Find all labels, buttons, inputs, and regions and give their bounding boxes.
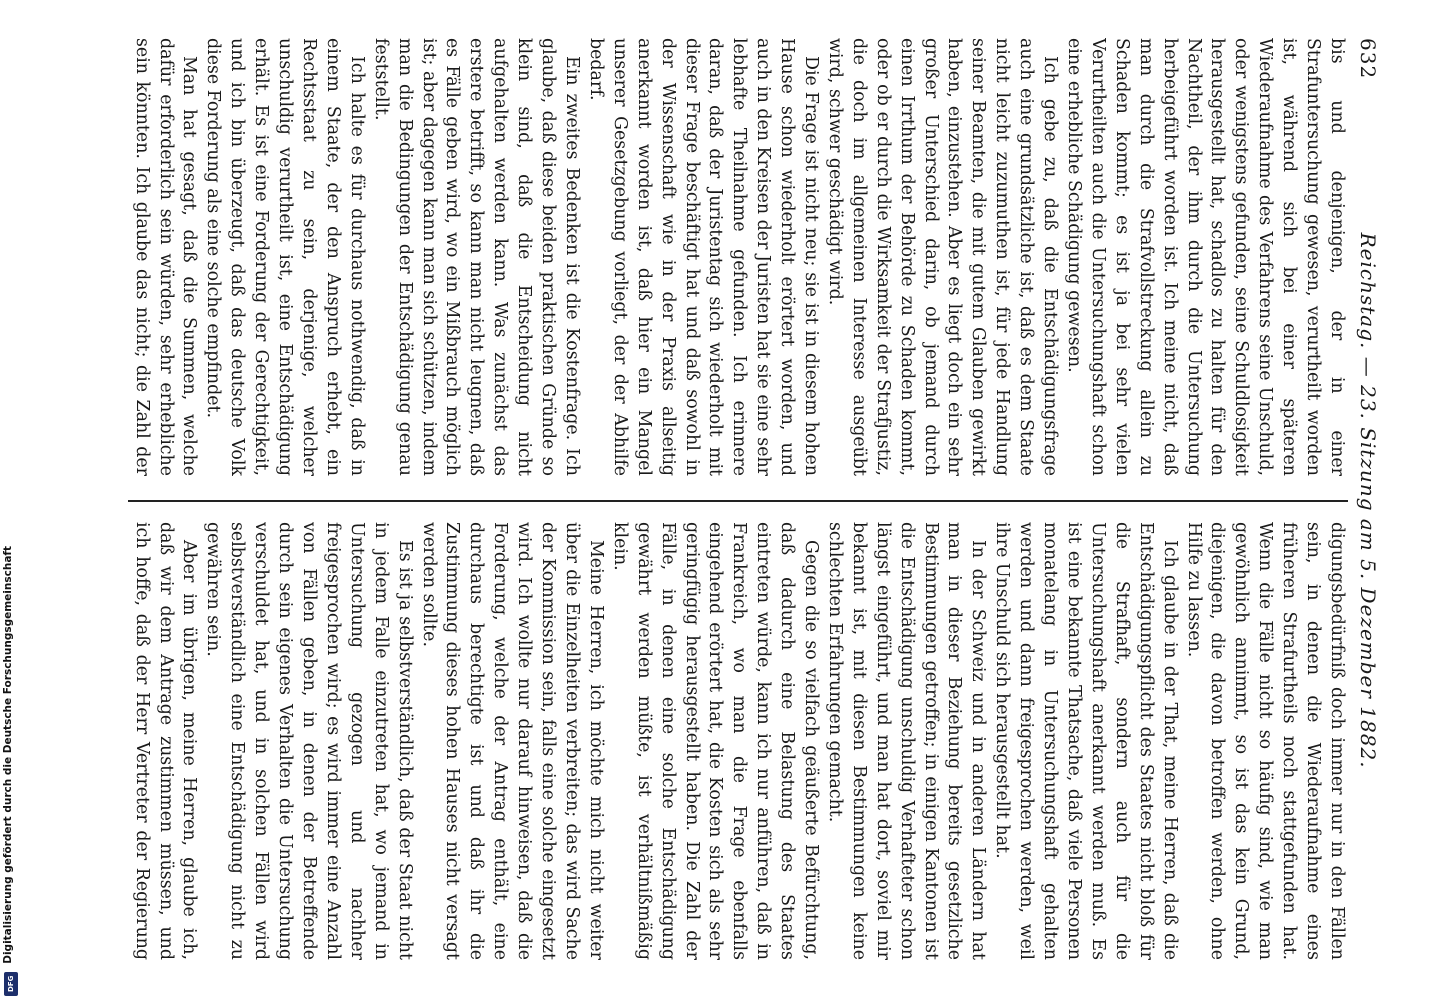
- paragraph: Ein zweites Bedenken ist die Kostenfrage. Ich glaube, daß diese beiden praktischen Gründe so klein sind, daß die Entscheidung nicht aufgehalten werden kann. Was zunächst das erstere betrifft, so kann man nicht leugnen, daß es Fälle geben wird, wo ein Mißbrauch möglich ist; aber dagegen kann man sich schützen, indem man die Bedingungen der Entschädigung genau feststellt.: [370, 38, 582, 476]
- paragraph: bis und denjenigen, der in einer Strafuntersuchung gewesen, verurtheilt worden ist, während sich bei einer späteren Wiederaufnahme des Verfahrens seine Unschuld, oder wenigstens gefunden, seine Schuldlosigkeit herausgestellt hat, schadlos zu halten für den Nachtheil, der ihm durch die Untersuchung herbeigeführt worden ist. Ich meine nicht, daß man durch die Strafvollstreckung allein zu Schaden kommt; es ist ja bei sehr vielen Verurtheilten auch die Untersuchungshaft schon eine erhebliche Schädigung gewesen.: [1064, 38, 1347, 476]
- funding-note: Digitalisierung gefördert durch die Deutsche Forschungsgemeinschaft: [2, 546, 14, 964]
- paragraph: Die Frage ist nicht neu; sie ist in diesem hohen Hause schon wiederholt erörtert worden, und auch in den Kreisen der Juristen hat sie eine sehr lebhafte Theilnahme gefunden. Ich erinnere daran, daß der Juristentag sich wiederholt mit dieser Frage beschäftigt hat und daß sowohl in der Wissenschaft wie in der Praxis allseitig anerkannt worden ist, daß hier ein Mangel unserer Gesetzgebung vorliegt, der der Abhilfe bedarf.: [585, 38, 822, 476]
- paragraph: Ich gebe zu, daß die Entschädigungsfrage auch eine grundsätzliche ist, daß es dem Staate nicht leicht zuzumuthen ist, für jede Handlung seiner Beamten, die mit gutem Glauben gewirkt haben, einzustehen. Aber es liegt doch ein sehr großer Unterschied darin, ob jemand durch einen Irrthum der Behörde zu Schaden kommt, oder ob er durch die Wirksamkeit der Strafjustiz, die doch im allgemeinen Interesse ausgeübt wird, schwer geschädigt wird.: [824, 38, 1061, 476]
- paragraph: digungsbedürfniß doch immer nur in den Fällen sein, in denen die Wiederaufnahme eines früheren Strafurtheils noch stattgefunden hat. Wenn die Fälle nicht so häufig sind, wie man gewöhnlich annimmt, so ist das kein Grund, diejenigen, die davon betroffen werden, ohne Hilfe zu lassen.: [1183, 522, 1347, 960]
- column-divider: [128, 500, 1348, 502]
- session-title: Reichstag. — 23. Sitzung am 5. Dezember 1882.: [1356, 232, 1380, 769]
- text-column-left: [128, 38, 1348, 476]
- digitization-footer: [0, 0, 22, 1000]
- paragraph: Ich glaube in der That, meine Herren, daß die Entschädigungspflicht des Staates nicht bloß für die Strafhaft, sondern auch für die Untersuchungshaft anerkannt werden muß. Es ist eine bekannte Thatsache, daß viele Personen monatelang in Untersuchungshaft gehalten werden und dann freigesprochen werden, weil ihre Unschuld sich herausgestellt hat.: [992, 522, 1180, 960]
- page-number: 632: [1356, 38, 1380, 80]
- dfg-logo-icon: DFG: [4, 972, 18, 996]
- text-column-right: [128, 522, 1348, 960]
- paragraph: Man hat gesagt, daß die Summen, welche dafür erforderlich sein würden, sehr erhebliche sein könnten. Ich glaube das nicht; die Zahl der: [131, 38, 200, 476]
- paragraph: Aber im übrigen, meine Herren, glaube ich, daß wir dem Antrage zustimmen müssen, und ich hoffe, daß der Herr Vertreter der Regierung: [131, 522, 200, 960]
- paragraph: Es ist ja selbstverständlich, daß der Staat nicht in jedem Falle einzutreten hat, wo jemand in Untersuchung gezogen und nachher freigesprochen wird; es wird immer eine Anzahl von Fällen geben, in denen der Betreffende durch sein eigenes Verhalten die Untersuchung verschuldet hat, und in solchen Fällen wird selbstverständlich eine Entschädigung nicht zu gewähren sein.: [203, 522, 415, 960]
- paragraph: Ich halte es für durchaus nothwendig, daß in einem Staate, der den Anspruch erhebt, ein Rechtsstaat zu sein, derjenige, welcher unschuldig verurtheilt ist, eine Entschädigung erhält. Es ist eine Forderung der Gerechtigkeit, und ich bin überzeugt, daß das deutsche Volk diese Forderung als eine solche empfindet.: [203, 38, 367, 476]
- paragraph: In der Schweiz und in anderen Ländern hat man in dieser Beziehung bereits gesetzliche Bestimmungen getroffen; in einigen Kantonen ist die Entschädigung unschuldig Verhafteter schon längst eingeführt, und man hat dort, soviel mir bekannt ist, mit diesen Bestimmungen keine schlechten Erfahrungen gemacht.: [824, 522, 989, 960]
- paragraph: Gegen die so vielfach geäußerte Befürchtung, daß dadurch eine Belastung des Staates eintreten würde, kann ich nur anführen, daß in Frankreich, wo man die Frage ebenfalls eingehend erörtert hat, die Kosten sich als sehr geringfügig herausgestellt haben. Die Zahl der Fälle, in denen eine solche Entschädigung gewährt werden müßte, ist verhältnißmäßig klein.: [609, 522, 822, 960]
- paragraph: Meine Herren, ich möchte mich nicht weiter über die Einzelheiten verbreiten; das wird Sache der Kommission sein, falls eine solche eingesetzt wird. Ich wollte nur darauf hinweisen, daß die Forderung, welche der Antrag enthält, eine durchaus berechtigte ist und daß ihr die Zustimmung dieses hohen Hauses nicht versagt werden sollte.: [418, 522, 606, 960]
- document-page: [112, 20, 1392, 980]
- page-header: [1350, 38, 1386, 962]
